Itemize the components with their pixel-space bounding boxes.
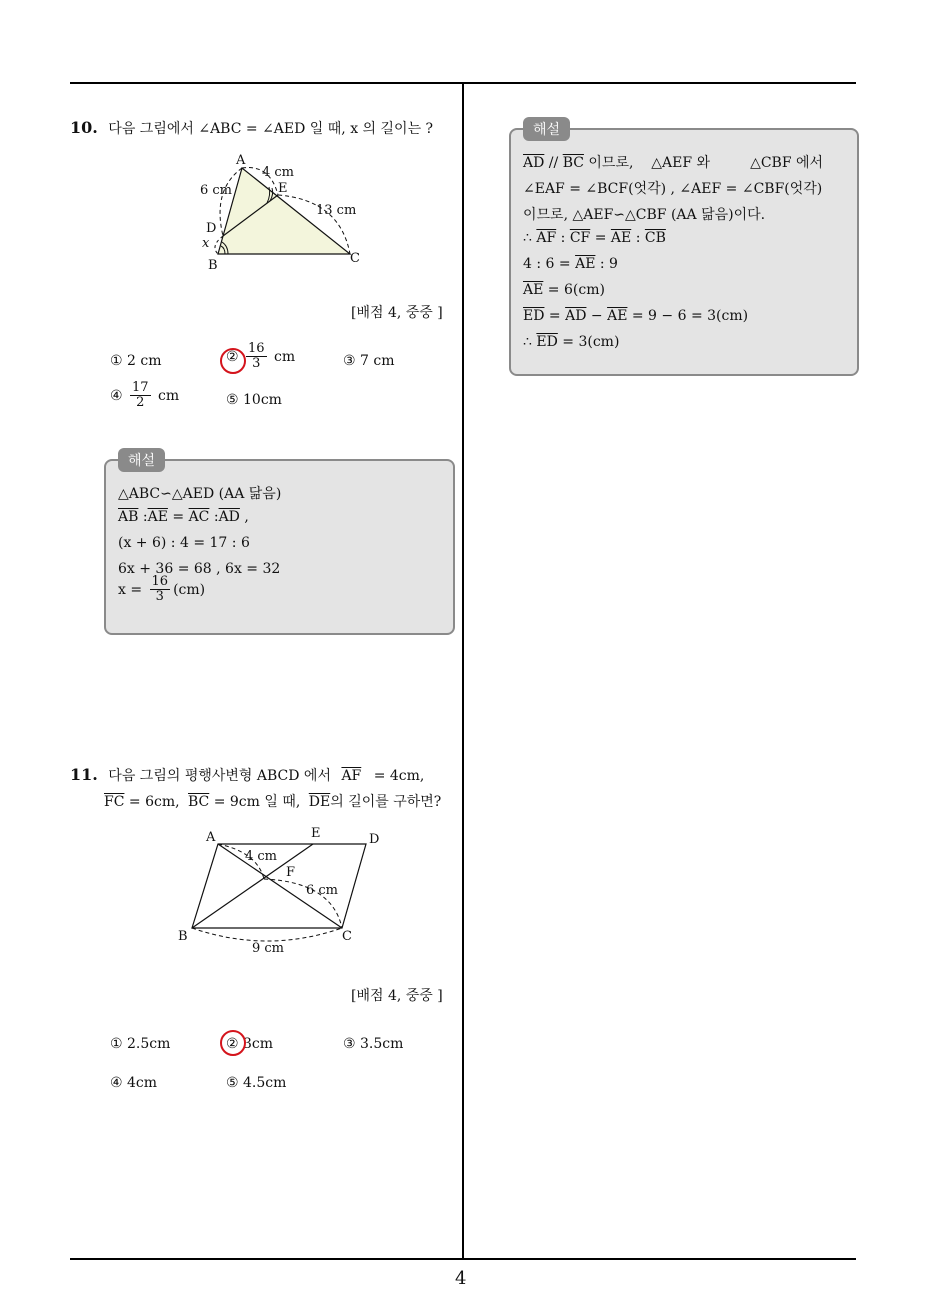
q11-choice-2-mark: ② [226,1036,239,1052]
column-divider [462,82,464,1260]
q11-label-e: E [311,826,321,841]
q10-sol-x-eq: x = [118,581,143,598]
q11-sol-ae-value: = 6(cm) [547,282,605,298]
q11-prompt-bc-val: = 9cm 일 때, [213,794,301,810]
q10-label-e: E [278,181,288,196]
q10-label-ad: 6 cm [200,183,233,198]
q10-choice-3[interactable]: ③ 7 cm [343,353,395,369]
q11-label-c: C [342,929,352,944]
bottom-rule [70,1258,856,1260]
q10-label-d: D [206,221,217,236]
q10-answer-mark [220,348,246,374]
q10-sol-fraction [150,575,171,605]
q10-choice-2-mark: ② [226,348,239,365]
q11-solution-box [509,128,859,376]
q10-solution-box [104,459,455,635]
q10-choice-4[interactable] [110,381,179,411]
q10-sol-ad: $\overline{AD}$ [218,509,240,525]
q11-label-fc: 6 cm [306,883,339,898]
q11-sol-line-1 [523,152,823,172]
q10-choice-2-fraction [246,342,267,372]
q11-choice-3[interactable]: ③ 3.5cm [343,1036,404,1052]
q11-sol-line-5 [523,256,618,272]
q11-prompt-end: 의 길이를 구하면? [330,794,442,810]
q11-header [70,765,424,785]
q10-sol-ae: $\overline{AE}$ [147,509,168,525]
q10-sol-num: 16 [151,574,169,589]
q11-sol-ae: $\overline{AE}$ [610,230,632,246]
q11-sol-ed-calc: = 9 − 6 = 3(cm) [631,308,749,324]
q10-prompt: 다음 그림에서 ∠ABC = ∠AED 일 때, x 의 길이는 ? [108,121,434,137]
q11-choice-2-text: 3cm [243,1036,274,1052]
q10-sol-unit: (cm) [173,581,206,598]
q11-sol-ae-4: $\overline{AE}$ [607,308,628,324]
q10-label-ec: 13 cm [316,203,357,218]
q11-sol-line-4: ∴ $\overline{AF}$ : $\overline{CF} = \overline{AE}$ : $\overline{CB}$ [523,230,666,246]
q10-sol-den: 3 [155,589,164,605]
q11-sol-ae-2: $\overline{AE}$ [575,256,596,272]
q10-choice-4-mark: ④ [110,387,123,404]
q10-choice-2-unit: cm [274,348,296,365]
q11-number: 11. [70,765,98,784]
q11-prompt-bc: $\overline{BC}$ [188,794,210,810]
q11-sol-line-6 [523,282,605,298]
q10-label-a: A [236,153,246,168]
q11-prompt-fc-val: = 6cm, [128,794,180,810]
q11-prompt-fc: $\overline{FC}$ [104,794,125,810]
q11-sol-ratio: 4 : 6 = [523,256,571,272]
q11-score: [배점 4, 중중 ] [351,988,443,1004]
q11-sol-ed: $\overline{ED}$ [523,308,545,324]
q11-sol-cb: $\overline{CB}$ [644,230,666,246]
q11-sol-ed-2: $\overline{ED}$ [536,334,558,350]
q10-choice-2-num: 16 [248,341,265,356]
q11-sol-line-1-rest: 이므로, △AEF 와 △CBF 에서 [588,155,824,171]
q11-sol-therefore-2: ∴ [523,334,532,350]
q11-sol-ad: $\overline{AD}$ [523,155,545,171]
q11-sol-ad-2: $\overline{AD}$ [565,308,587,324]
q10-choice-1[interactable]: ① 2 cm [110,353,162,369]
q11-label-a: A [206,830,216,845]
q10-sol-line-5 [118,575,205,605]
q11-label-bc: 9 cm [252,941,285,956]
q10-label-b: B [208,258,218,273]
q10-solution-label: 해설 [118,448,165,472]
q10-sol-ab: $\overline{AB}$ [118,509,139,525]
q11-sol-bc: $\overline{BC}$ [562,155,584,171]
q11-label-d: D [369,832,380,847]
q10-choice-4-fraction [130,381,151,411]
q11-sol-therefore: ∴ [523,230,532,246]
q11-prompt-1: 다음 그림의 평행사변형 ABCD 에서 [108,768,331,784]
q10-sol-line-1: △ABC∽△AED (AA 닮음) [118,486,282,502]
q11-sol-line-2: ∠EAF = ∠BCF(엇각) , ∠AEF = ∠CBF(엇각) [523,181,823,197]
q10-choice-4-unit: cm [158,387,180,404]
q11-label-af: 4 cm [245,849,278,864]
q10-sol-line-4: 6x + 36 = 68 , 6x = 32 [118,561,281,577]
q11-sol-cf: $\overline{CF}$ [569,230,591,246]
q10-number: 10. [70,118,98,137]
q10-choice-4-den: 2 [136,395,145,411]
q11-prompt-af: $\overline{AF}$ [341,768,362,784]
q10-choice-5[interactable]: ⑤ 10cm [226,392,282,408]
q10-figure [190,150,380,275]
q11-label-f: F [286,865,296,880]
q11-choice-1[interactable]: ① 2.5cm [110,1036,171,1052]
q11-sol-af: $\overline{AF}$ [536,230,557,246]
q11-sol-line-3: 이므로, △AEF∽△CBF (AA 닮음)이다. [523,207,766,223]
q11-sol-ed-value: = 3(cm) [562,334,620,350]
q11-header-line-2 [104,791,441,811]
q11-label-b: B [178,929,188,944]
q10-score: [배점 4, 중중 ] [351,305,443,321]
q11-dash-bc [192,928,342,941]
q11-sol-ratio-end: : 9 [599,256,618,272]
q11-prompt-de: $\overline{DE}$ [308,794,331,810]
q11-sol-line-8 [523,334,619,350]
q10-sol-line-2: $\overline{AB}$ $:\overline{AE} = \overline{AC}$ $:\overline{AD}$ , [118,509,249,525]
q11-sol-line-7: $\overline{ED} = \overline{AD} - \overline{AE} = 9 - 6 = 3(cm)$ [523,308,749,324]
q10-label-ae: 4 cm [262,165,295,180]
q10-label-x: x [202,236,210,251]
q11-sol-parallel: // [548,155,559,171]
q10-sol-ac: $\overline{AC}$ [188,509,210,525]
q11-choice-5[interactable]: ⑤ 4.5cm [226,1075,287,1091]
q10-choice-4-num: 17 [132,380,149,395]
q11-answer-mark [220,1030,246,1056]
q11-figure [172,822,392,962]
q10-choice-2-den: 3 [252,356,261,372]
q11-choice-4[interactable]: ④ 4cm [110,1075,158,1091]
page-number: 4 [455,1268,467,1289]
q11-solution-label: 해설 [523,117,570,141]
q10-header [70,118,433,138]
q11-sol-ae-3: $\overline{AE}$ [523,282,544,298]
q10-label-c: C [350,251,360,266]
q11-prompt-af-val: = 4cm, [373,768,425,784]
q10-sol-line-3: (x + 6) : 4 = 17 : 6 [118,535,250,551]
